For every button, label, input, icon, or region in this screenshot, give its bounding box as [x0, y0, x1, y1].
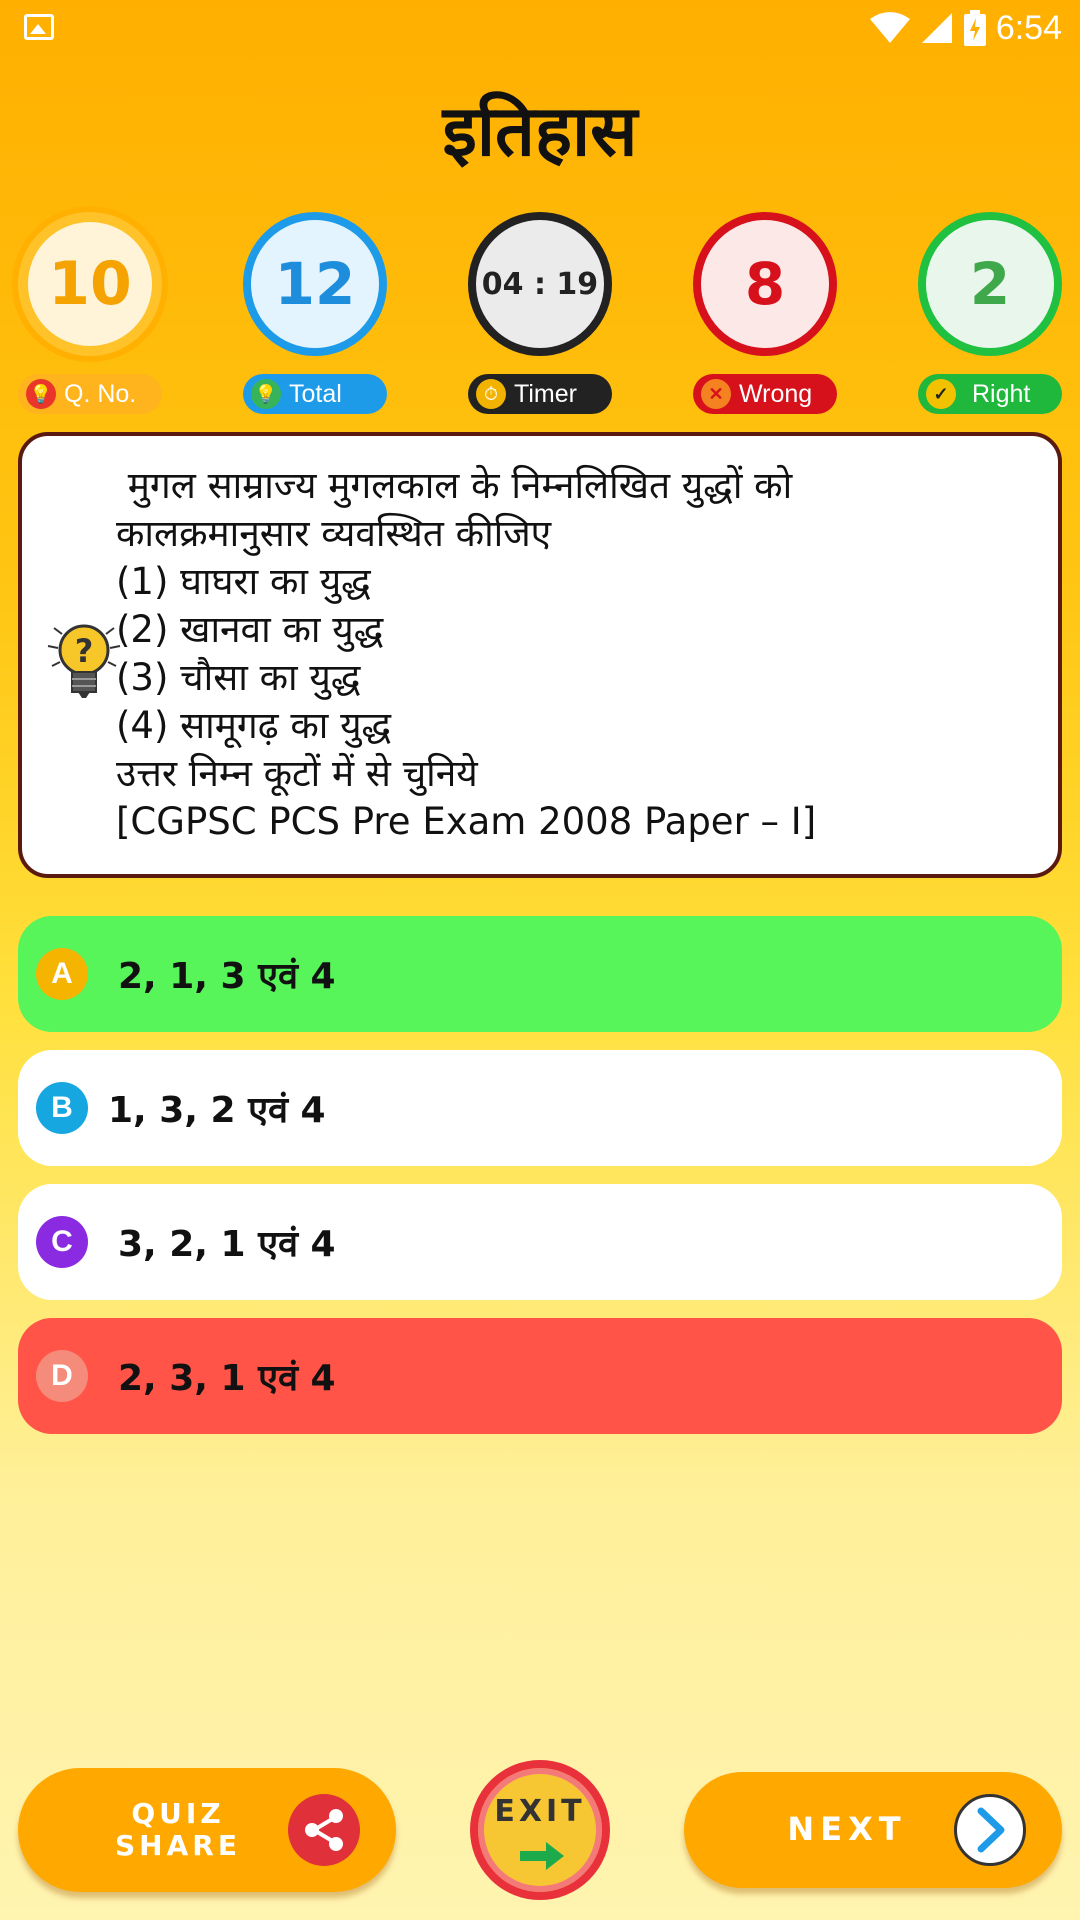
option-d[interactable] — [18, 1318, 1062, 1434]
cross-icon: ✕ — [701, 379, 731, 409]
status-time: 6:54 — [995, 8, 1062, 47]
timer-label: Timer — [514, 379, 577, 408]
share-label-line1: QUIZ — [131, 1797, 225, 1830]
question-bulb-icon — [44, 616, 124, 706]
stopwatch-icon: ⏱ — [476, 379, 506, 409]
stat-wrong — [693, 212, 837, 408]
question-line: [CGPSC PCS Pre Exam 2008 Paper – I] — [116, 800, 817, 843]
option-c-text: 3, 2, 1 एवं 4 — [118, 1223, 336, 1265]
option-b-letter: B — [36, 1082, 88, 1134]
question-text — [116, 462, 1036, 846]
total-pill — [243, 374, 387, 414]
wifi-icon — [870, 11, 910, 45]
total-label: Total — [289, 379, 342, 408]
stat-right — [918, 212, 1062, 408]
quiz-share-button[interactable] — [18, 1768, 396, 1892]
timer-circle: 04 : 19 — [468, 212, 612, 356]
stat-total — [243, 212, 387, 408]
total-circle: 12 — [243, 212, 387, 356]
share-label — [88, 1798, 268, 1862]
qno-circle: 10 — [18, 212, 162, 356]
stat-timer — [468, 212, 612, 408]
lightbulb-icon: 💡 — [251, 379, 281, 409]
option-a-text: 2, 1, 3 एवं 4 — [118, 955, 336, 997]
question-line: (1) घाघरा का युद्ध — [116, 560, 371, 603]
question-line: (4) सामूगढ़ का युद्ध — [116, 704, 392, 747]
question-line: कालक्रमानुसार व्यवस्थित कीजिए — [116, 512, 552, 555]
page-title: इतिहास — [442, 90, 638, 172]
wrong-label: Wrong — [739, 379, 813, 408]
right-label: Right — [972, 379, 1031, 408]
option-a[interactable] — [18, 916, 1062, 1032]
question-line: (3) चौसा का युद्ध — [116, 656, 361, 699]
image-notification-icon — [24, 14, 54, 40]
qno-pill — [18, 374, 162, 414]
qno-label: Q. No. — [64, 379, 137, 408]
exit-button[interactable] — [470, 1760, 610, 1900]
question-line: उत्तर निम्न कूटों में से चुनिये — [116, 752, 478, 795]
option-b-text: 1, 3, 2 एवं 4 — [108, 1089, 326, 1131]
question-line: (2) खानवा का युद्ध — [116, 608, 384, 651]
option-a-letter: A — [36, 948, 88, 1000]
status-right — [870, 6, 1062, 50]
option-d-text: 2, 3, 1 एवं 4 — [118, 1357, 336, 1399]
timer-pill — [468, 374, 612, 414]
stat-question-number — [18, 212, 162, 408]
option-b[interactable] — [18, 1050, 1062, 1166]
question-card — [18, 432, 1062, 878]
right-circle: 2 — [918, 212, 1062, 356]
battery-icon — [964, 10, 986, 46]
signal-icon — [920, 11, 954, 45]
status-bar — [0, 0, 1080, 56]
next-button[interactable] — [684, 1772, 1062, 1888]
bulb-icon: 💡 — [26, 379, 56, 409]
chevron-right-icon — [954, 1794, 1026, 1866]
wrong-circle: 8 — [693, 212, 837, 356]
exit-arrow-icon — [520, 1842, 564, 1870]
option-c[interactable] — [18, 1184, 1062, 1300]
question-line: मुगल साम्राज्य मुगलकाल के निम्नलिखित युद्धों को — [116, 464, 793, 507]
next-label: NEXT — [787, 1810, 907, 1848]
check-icon: ✓ — [926, 379, 956, 409]
wrong-pill — [693, 374, 837, 414]
share-label-line2: SHARE — [115, 1829, 241, 1862]
exit-label: EXIT — [494, 1794, 586, 1829]
option-d-letter: D — [36, 1350, 88, 1402]
option-c-letter: C — [36, 1216, 88, 1268]
svg-text:?: ? — [74, 632, 94, 670]
right-pill — [918, 374, 1062, 414]
share-icon — [288, 1794, 360, 1866]
